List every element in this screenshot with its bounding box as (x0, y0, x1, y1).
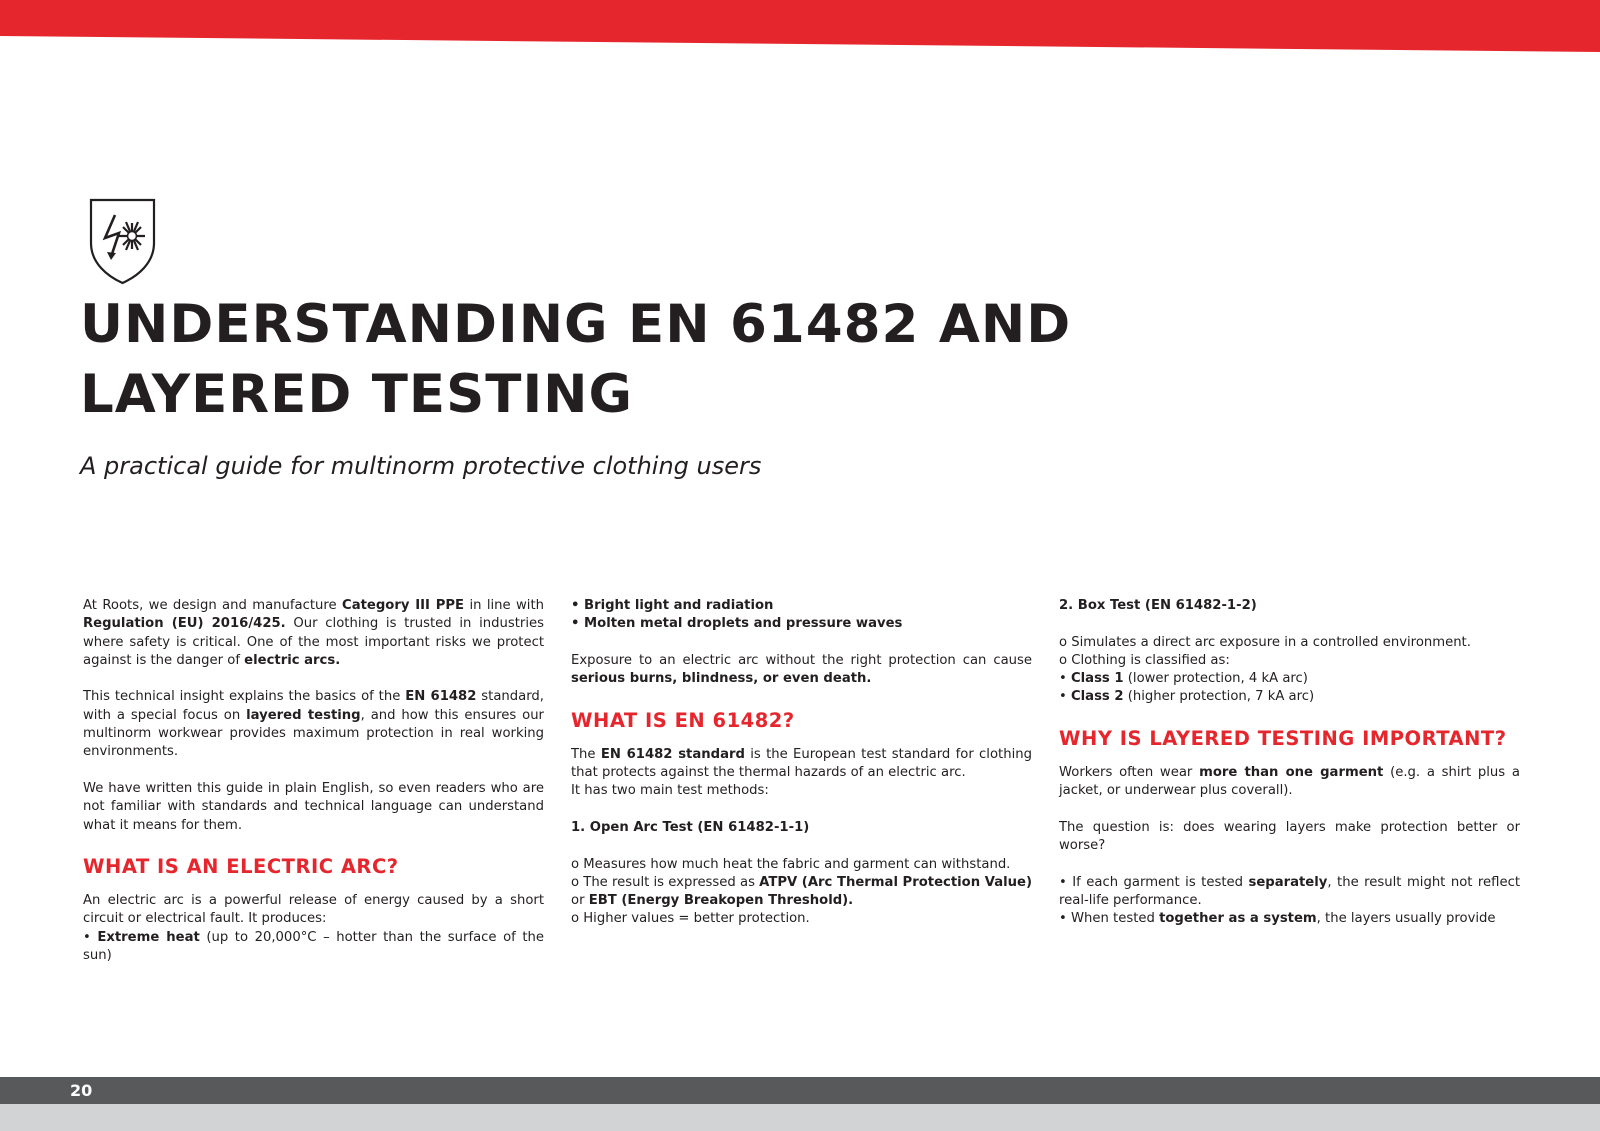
bullet-separately: • If each garment is tested separately, the result might not reflect real-life performance. (1059, 874, 1520, 909)
bullet-class-2: • Class 2 (higher protection, 7 kA arc) (1059, 689, 1315, 705)
column-2 (571, 597, 1032, 929)
open-arc-measure: o Measures how much heat the fabric and garment can withstand. (571, 856, 1011, 872)
column-1 (83, 597, 544, 965)
bullet-bright-light: • Bright light and radiation (571, 598, 774, 613)
page-number: 20 (70, 1081, 93, 1100)
plain-english-paragraph: We have written this guide in plain English, so even readers who are not familiar with standards and technical language can understand what it means for them. (83, 780, 544, 833)
workers-paragraph: Workers often wear more than one garment (e.g. a shirt plus a jacket, or underwear plus coverall). (1059, 765, 1520, 799)
electric-arc-shield-icon (88, 197, 158, 287)
bullet-together: • When tested together as a system, the layers usually provide (1059, 911, 1496, 927)
footer-bar (0, 1077, 1600, 1104)
open-arc-result: o The result is expressed as ATPV (Arc Thermal Protection Value) or EBT (Energy Breakopen Threshold). (571, 874, 1032, 909)
open-arc-higher-values: o Higher values = better protection. (571, 911, 810, 927)
open-arc-test-title: 1. Open Arc Test (EN 61482-1-1) (571, 819, 810, 835)
page-subtitle: A practical guide for multinorm protective clothing users (80, 452, 762, 480)
section-heading-layered-testing: WHY IS LAYERED TESTING IMPORTANT? (1059, 727, 1507, 751)
en-61482-description: The EN 61482 standard is the European test standard for clothing that protects against the thermal hazards of an electric arc. (571, 746, 1032, 781)
box-test-title: 2. Box Test (EN 61482-1-2) (1059, 598, 1257, 613)
insight-paragraph: This technical insight explains the basics of the EN 61482 standard, with a special focus on layered testing, and how this ensures our multinorm workwear provides maximum protection in real working environments. (83, 689, 544, 760)
exposure-paragraph: Exposure to an electric arc without the right protection can cause serious burns, blindness, or even death. (571, 652, 1032, 687)
electric-arc-intro: An electric arc is a powerful release of energy caused by a short circuit or electrical fault. It produces: (83, 893, 544, 927)
test-methods-intro: It has two main test methods: (571, 783, 769, 799)
section-heading-electric-arc: WHAT IS AN ELECTRIC ARC? (83, 855, 399, 879)
footer-strip (0, 1104, 1600, 1131)
section-heading-en-61482: WHAT IS EN 61482? (571, 708, 795, 732)
page-title: UNDERSTANDING EN 61482 AND LAYERED TESTING (80, 294, 1072, 425)
column-3 (1059, 597, 1520, 929)
bullet-molten-metal: • Molten metal droplets and pressure waves (571, 616, 903, 632)
bullet-class-1: • Class 1 (lower protection, 4 kA arc) (1059, 671, 1308, 687)
intro-paragraph: At Roots, we design and manufacture Category III PPE in line with Regulation (EU) 2016/425. Our clothing is trusted in industries where safety is critical. One of the most important risks we protect against is the danger of electric arcs. (83, 598, 544, 668)
top-accent-band (0, 0, 1600, 52)
box-test-simulates: o Simulates a direct arc exposure in a controlled environment. (1059, 634, 1471, 650)
question-paragraph: The question is: does wearing layers make protection better or worse? (1059, 819, 1520, 854)
bullet-extreme-heat: • Extreme heat (up to 20,000°C – hotter than the surface of the sun) (83, 929, 544, 964)
box-test-classified: o Clothing is classified as: (1059, 652, 1230, 668)
